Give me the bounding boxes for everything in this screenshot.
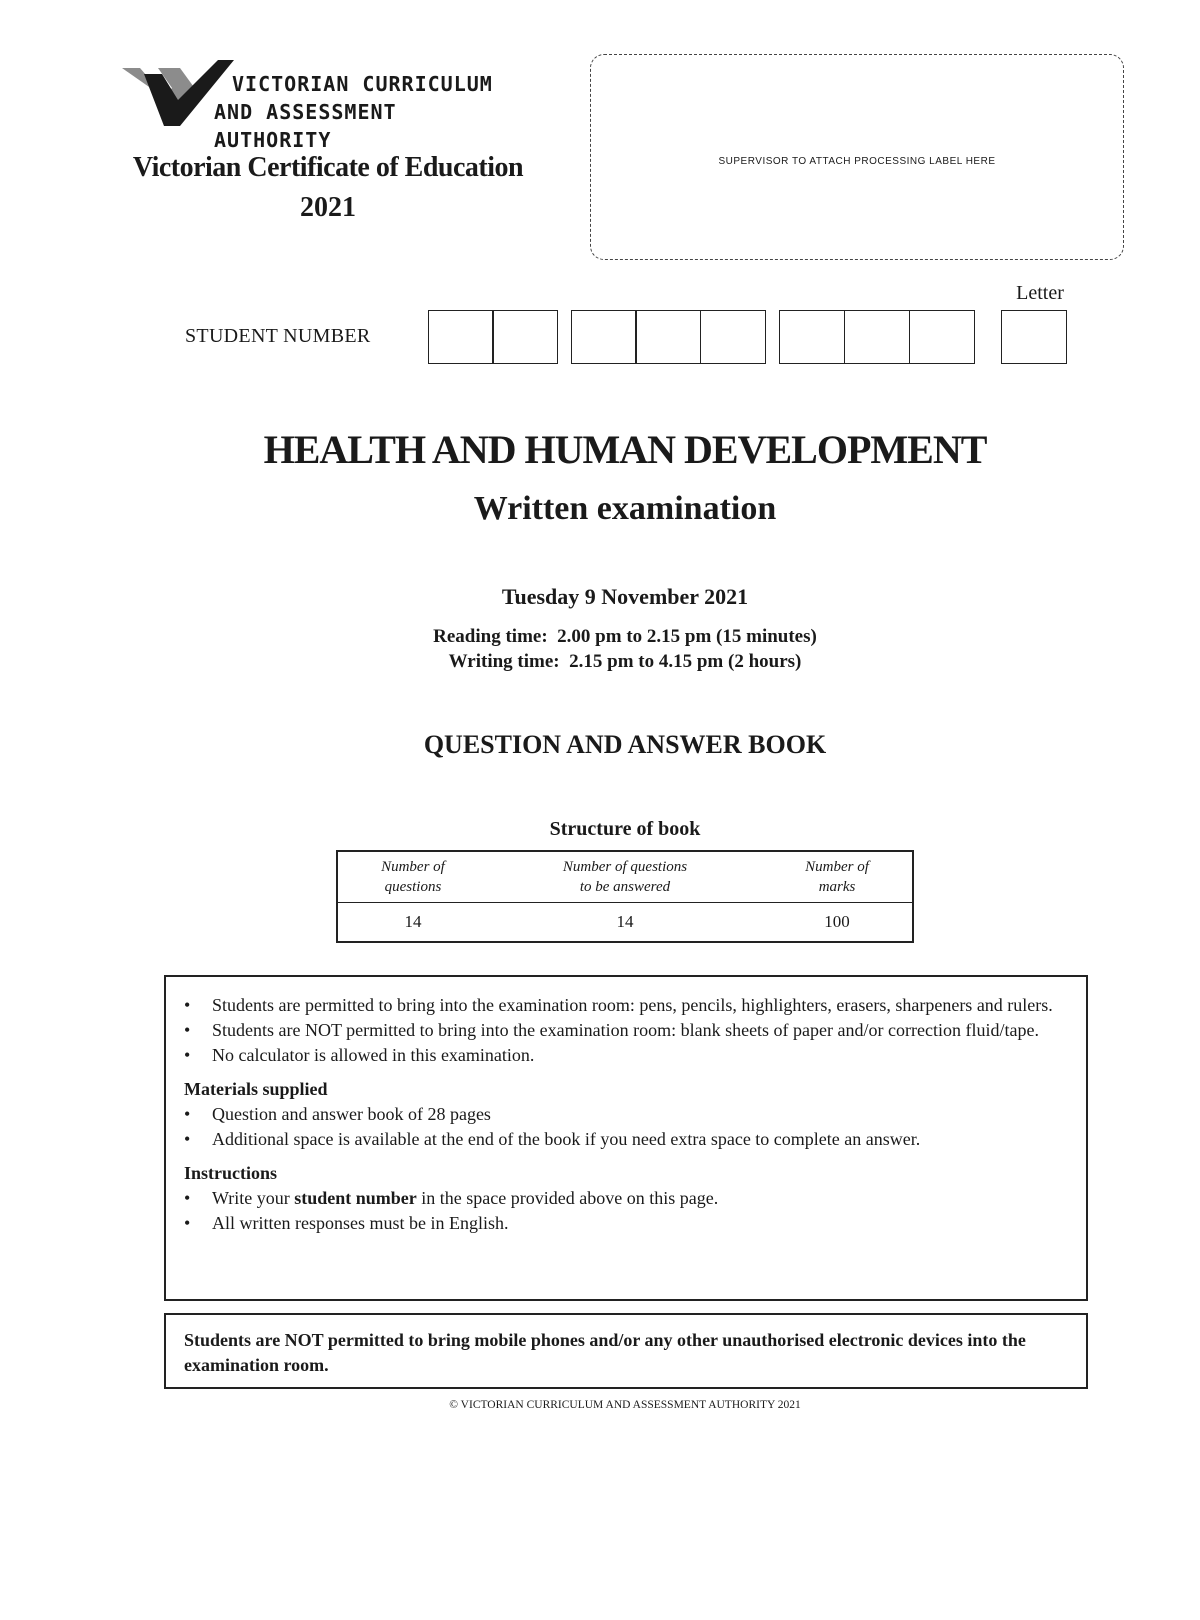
structure-value: 100 (824, 912, 850, 931)
list-item: • Students are NOT permitted to bring into the examination room: blank sheets of paper and/or correction fluid/tape. (184, 1020, 1039, 1040)
list-item: • No calculator is allowed in this examination. (184, 1045, 535, 1065)
structure-header-row (337, 851, 913, 903)
student-number-digit-box[interactable] (909, 310, 975, 364)
writing-time-value: 2.15 pm to 4.15 pm (2 hours) (569, 651, 802, 672)
writing-time (0, 651, 1200, 673)
student-number-digit-box[interactable] (492, 310, 558, 364)
list-item: • Students are permitted to bring into the examination room: pens, pencils, highlighters, erasers, sharpeners and rulers. (184, 995, 1053, 1015)
reading-time-value: 2.00 pm to 2.15 pm (15 minutes) (557, 626, 817, 647)
instructions-heading: Instructions (184, 1163, 278, 1183)
exam-subtitle: Written examination (473, 490, 777, 527)
org-name-line1: VICTORIAN CURRICULUM (232, 72, 493, 96)
letter-caption: Letter (1016, 282, 1064, 304)
structure-caption: Structure of book (549, 818, 701, 840)
materials-heading: Materials supplied (184, 1079, 328, 1099)
student-number-digit-box[interactable] (635, 310, 701, 364)
student-number-label: STUDENT NUMBER (185, 325, 371, 347)
list-item: • All written responses must be in English. (184, 1213, 509, 1233)
exam-title: HEALTH AND HUMAN DEVELOPMENT (263, 427, 987, 472)
list-item: • Write your student number in the space provided above on this page. (184, 1188, 719, 1208)
certificate-title: Victorian Certificate of Education (132, 152, 524, 183)
structure-value-row (337, 903, 913, 943)
writing-time-label: Writing time: (448, 651, 560, 672)
reading-time (0, 626, 1200, 648)
rules-box (164, 975, 1088, 1301)
vcaa-logo (122, 52, 522, 152)
structure-value: 14 (404, 912, 422, 931)
student-number-digit-box[interactable] (700, 310, 766, 364)
certificate-year: 2021 (300, 192, 356, 223)
electronic-devices-warning: Students are NOT permitted to bring mobile phones and/or any other unauthorised electronic devices into the examination room. (164, 1313, 1088, 1389)
structure-value: 14 (616, 912, 634, 931)
structure-table (336, 850, 914, 943)
processing-label-text: SUPERVISOR TO ATTACH PROCESSING LABEL HERE (718, 156, 996, 167)
book-title: QUESTION AND ANSWER BOOK (423, 730, 827, 759)
org-name-line2: AND ASSESSMENT AUTHORITY (214, 100, 397, 152)
student-number-digit-box[interactable] (779, 310, 845, 364)
copyright-notice: © VICTORIAN CURRICULUM AND ASSESSMENT AUTHORITY 2021 (449, 1399, 801, 1411)
student-number-digit-box[interactable] (844, 310, 910, 364)
structure-header: Number of marks (762, 851, 913, 903)
reading-time-label: Reading time: (433, 626, 548, 647)
student-number-digit-box[interactable] (428, 310, 494, 364)
structure-header: Number of questions (337, 851, 488, 903)
exam-date: Tuesday 9 November 2021 (501, 584, 749, 609)
student-number-digit-box[interactable] (571, 310, 637, 364)
student-number-letter-box[interactable] (1001, 310, 1067, 364)
list-item: • Additional space is available at the end of the book if you need extra space to complete an answer. (184, 1129, 921, 1149)
structure-header: Number of questions to be answered (488, 851, 762, 903)
list-item: • Question and answer book of 28 pages (184, 1104, 491, 1124)
